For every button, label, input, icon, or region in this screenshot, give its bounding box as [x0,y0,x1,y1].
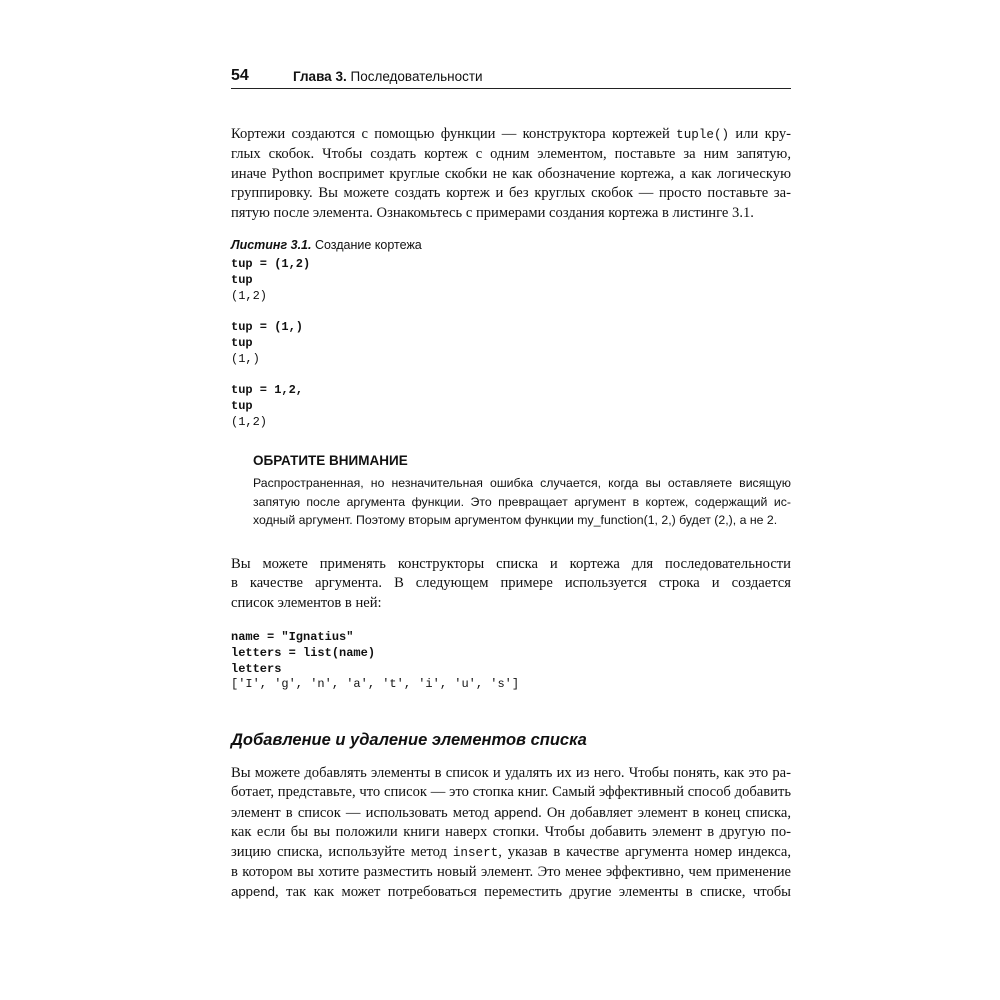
inline-code: append [494,804,539,820]
text-line: иначе Python воспримет круглые скобки не как обозначение кортежа, а как логическую [231,165,791,182]
text-span: зицию списка, используйте метод [231,843,453,860]
listing-caption [231,238,422,252]
code-line: ['I', 'g', 'n', 'a', 't', 'i', 'u', 's'] [231,677,520,692]
text-line: ботает, представьте, что список — это стопка книг. Самый эффективный способ добавить [231,784,791,801]
text-line [231,125,791,145]
page-header [231,66,791,89]
text-line [231,882,791,902]
code-line: letters = list(name) [231,645,376,660]
text-span: Кортежи создаются с помощью функции — конструктора кортежей [231,126,677,142]
chapter-title: Последовательности [350,69,483,84]
text-line: пятую после элемента. Ознакомьтесь с примерами создания кортежа в листинге 3.1. [231,204,754,221]
text-line: в котором вы хотите разместить новый элемент. Это менее эффективно, чем применение [231,864,791,881]
inline-code: append [231,884,276,900]
text-line: список элементов в ней: [231,594,382,611]
code-line [231,304,310,320]
chapter-label: Глава 3. [293,69,347,84]
text-span: , так как может потребоваться переместить другие элементы в списке, чтобы [275,884,791,901]
note-line: Распространенная, но незначительная ошибка случается, когда вы оставляете висящую [253,476,791,490]
code-line: tup = (1,) [231,320,304,335]
note-title: ОБРАТИТЕ ВНИМАНИЕ [253,453,408,468]
text-line: глых скобок. Чтобы создать кортеж с одним элементом, поставьте за ним запятую, [231,146,791,163]
text-span: элемент в список — использовать метод [231,804,495,821]
intro-paragraph [231,125,791,223]
text-line: как если бы вы положили книги наверх стопки. Чтобы добавить элемент в другую по- [231,824,791,841]
code-line: (1,2) [231,414,268,429]
note-line: ходный аргумент. Поэтому вторым аргументом функции my_function(1, 2,) будет (2,), а не 2. [253,513,778,527]
text-line [231,843,791,863]
example-code-block [231,630,519,693]
text-span: или кру- [729,126,791,142]
running-head [293,69,483,84]
note-box [253,453,791,530]
code-line: tup [231,399,253,414]
listing-label: Листинг 3.1. [231,238,312,252]
code-line: tup = 1,2, [231,383,304,398]
code-line: letters [231,661,282,676]
inline-code: insert [452,845,499,860]
list-ops-paragraph [231,764,791,903]
code-line: tup = (1,2) [231,257,311,271]
text-line: в качестве аргумента. В следующем примере используется строка и создается [231,575,791,592]
text-line [231,803,791,823]
text-span: . Он добавляет элемент в конец списка, [538,804,791,821]
code-line: (1,) [231,351,260,366]
constructors-paragraph [231,555,791,613]
listing-code-block [231,257,310,431]
code-line: (1,2) [231,288,268,303]
book-page [231,0,791,1000]
text-line: группировку. Вы можете создать кортеж и без круглых скобок — просто поставьте за- [231,185,791,202]
code-line: name = "Ignatius" [231,630,354,644]
code-line: tup [231,272,253,287]
code-line [231,368,310,384]
text-span: , указав в качестве аргумента номер индекса, [498,843,791,860]
text-line: Вы можете добавлять элементы в список и удалять их из него. Чтобы понять, как это ра- [231,765,791,781]
page-number: 54 [231,67,249,84]
section-heading: Добавление и удаление элементов списка [231,731,587,749]
text-line: Вы можете применять конструкторы списка и кортежа для последовательности [231,556,791,572]
code-line: tup [231,335,253,350]
listing-title: Создание кортежа [314,238,422,252]
inline-code: tuple() [676,128,730,142]
note-line: запятую после аргумента функции. Это превращает аргумент в кортеж, содержащий ис- [253,494,791,509]
